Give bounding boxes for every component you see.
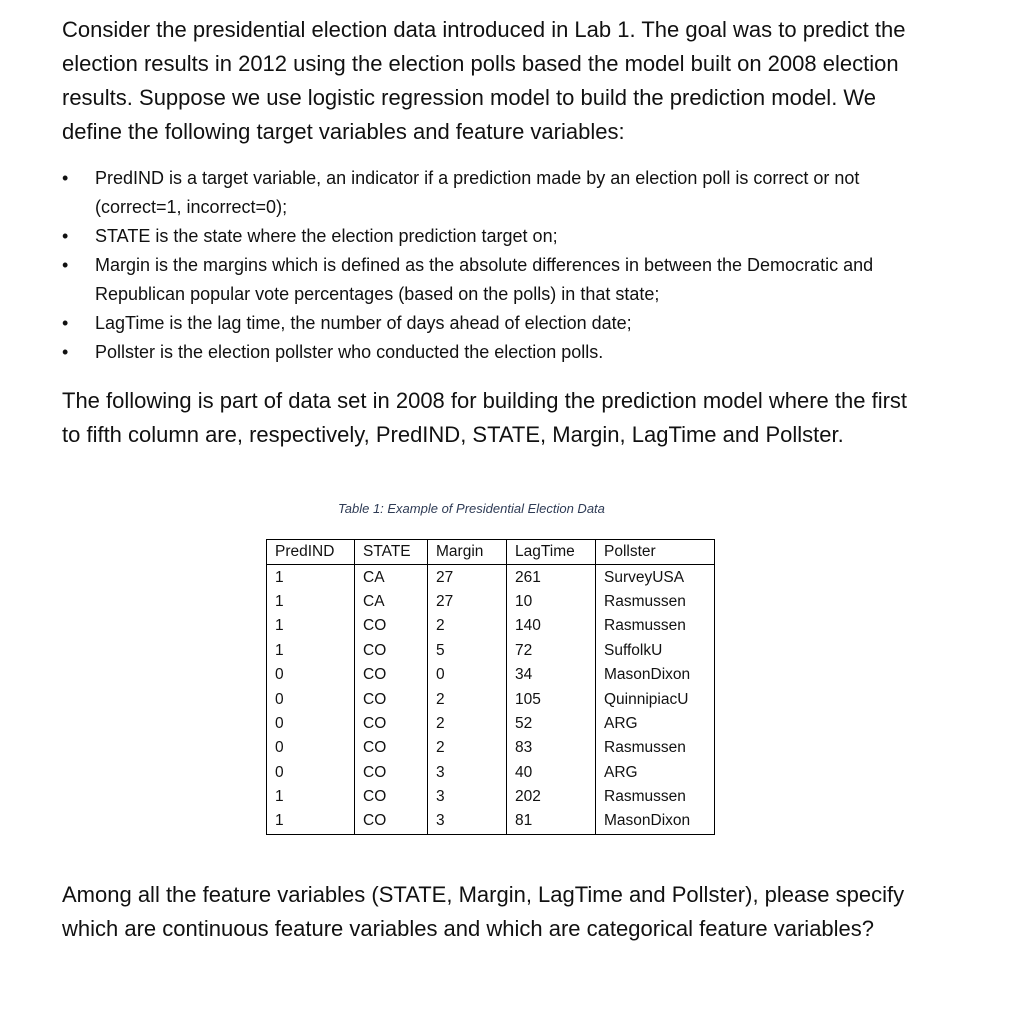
column-header-state: STATE bbox=[355, 540, 428, 565]
cell-state: CO bbox=[355, 663, 428, 687]
column-header-lagtime: LagTime bbox=[507, 540, 596, 565]
list-item-lagtime: • LagTime is the lag time, the number of days ahead of election date; bbox=[62, 309, 892, 338]
cell-margin: 5 bbox=[428, 639, 507, 663]
cell-predind: 1 bbox=[267, 785, 355, 809]
cell-margin: 3 bbox=[428, 809, 507, 834]
cell-pollster: SuffolkU bbox=[596, 639, 715, 663]
cell-state: CA bbox=[355, 590, 428, 614]
cell-predind: 1 bbox=[267, 614, 355, 638]
cell-state: CO bbox=[355, 736, 428, 760]
list-item-state: • STATE is the state where the election prediction target on; bbox=[62, 222, 892, 251]
table-row bbox=[267, 712, 715, 736]
cell-state: CA bbox=[355, 565, 428, 590]
table-row bbox=[267, 687, 715, 711]
table-body bbox=[267, 565, 715, 834]
cell-margin: 27 bbox=[428, 590, 507, 614]
cell-pollster: Rasmussen bbox=[596, 614, 715, 638]
cell-pollster: MasonDixon bbox=[596, 663, 715, 687]
cell-predind: 0 bbox=[267, 663, 355, 687]
cell-lagtime: 72 bbox=[507, 639, 596, 663]
cell-pollster: ARG bbox=[596, 761, 715, 785]
cell-pollster: Rasmussen bbox=[596, 736, 715, 760]
table-caption: Table 1: Example of Presidential Election Data bbox=[338, 501, 605, 516]
cell-predind: 0 bbox=[267, 761, 355, 785]
cell-predind: 0 bbox=[267, 687, 355, 711]
cell-margin: 3 bbox=[428, 761, 507, 785]
cell-lagtime: 140 bbox=[507, 614, 596, 638]
table-row bbox=[267, 639, 715, 663]
election-data-table bbox=[266, 539, 715, 835]
cell-margin: 2 bbox=[428, 736, 507, 760]
cell-state: CO bbox=[355, 809, 428, 834]
cell-lagtime: 34 bbox=[507, 663, 596, 687]
cell-margin: 2 bbox=[428, 712, 507, 736]
cell-predind: 1 bbox=[267, 590, 355, 614]
table-row bbox=[267, 761, 715, 785]
cell-lagtime: 52 bbox=[507, 712, 596, 736]
cell-pollster: ARG bbox=[596, 712, 715, 736]
question-paragraph: Among all the feature variables (STATE, Margin, LagTime and Pollster), please specify which are continuous feature variables and which are categorical feature variables? bbox=[62, 882, 905, 941]
cell-state: CO bbox=[355, 712, 428, 736]
table-row bbox=[267, 614, 715, 638]
cell-lagtime: 40 bbox=[507, 761, 596, 785]
cell-predind: 0 bbox=[267, 736, 355, 760]
table-row bbox=[267, 785, 715, 809]
cell-pollster: QuinnipiacU bbox=[596, 687, 715, 711]
intro-paragraph: Consider the presidential election data introduced in Lab 1. The goal was to predict the election results in 2012 using the election polls based the model built on 2008 election results. Suppose we use logistic regression model to build the prediction model. We define the following target variables and feature variables: bbox=[62, 17, 906, 144]
cell-margin: 2 bbox=[428, 614, 507, 638]
cell-lagtime: 105 bbox=[507, 687, 596, 711]
cell-margin: 3 bbox=[428, 785, 507, 809]
table-row bbox=[267, 565, 715, 590]
column-header-margin: Margin bbox=[428, 540, 507, 565]
cell-lagtime: 261 bbox=[507, 565, 596, 590]
cell-state: CO bbox=[355, 687, 428, 711]
table-row bbox=[267, 663, 715, 687]
table-header-row bbox=[267, 540, 715, 565]
list-item-pollster: • Pollster is the election pollster who conducted the election polls. bbox=[62, 338, 892, 367]
cell-margin: 0 bbox=[428, 663, 507, 687]
table-row bbox=[267, 736, 715, 760]
cell-predind: 1 bbox=[267, 565, 355, 590]
cell-pollster: Rasmussen bbox=[596, 590, 715, 614]
list-item-margin: • Margin is the margins which is defined as the absolute differences in between the Democratic and Republican popular vote percentages (based on the polls) in that state; bbox=[62, 251, 892, 309]
table-row bbox=[267, 809, 715, 834]
cell-lagtime: 83 bbox=[507, 736, 596, 760]
cell-pollster: SurveyUSA bbox=[596, 565, 715, 590]
cell-state: CO bbox=[355, 639, 428, 663]
list-item-predind: • PredIND is a target variable, an indicator if a prediction made by an election poll is correct or not (correct=1, incorrect=0); bbox=[62, 164, 892, 222]
cell-state: CO bbox=[355, 614, 428, 638]
table-lead-paragraph: The following is part of data set in 2008 for building the prediction model where the first to fifth column are, respectively, PredIND, STATE, Margin, LagTime and Pollster. bbox=[62, 388, 908, 447]
column-header-predind: PredIND bbox=[267, 540, 355, 565]
table-row bbox=[267, 590, 715, 614]
variable-definitions-list bbox=[62, 164, 892, 367]
cell-pollster: Rasmussen bbox=[596, 785, 715, 809]
cell-state: CO bbox=[355, 785, 428, 809]
cell-predind: 1 bbox=[267, 639, 355, 663]
cell-lagtime: 202 bbox=[507, 785, 596, 809]
cell-predind: 0 bbox=[267, 712, 355, 736]
cell-margin: 2 bbox=[428, 687, 507, 711]
cell-lagtime: 81 bbox=[507, 809, 596, 834]
cell-state: CO bbox=[355, 761, 428, 785]
cell-pollster: MasonDixon bbox=[596, 809, 715, 834]
cell-margin: 27 bbox=[428, 565, 507, 590]
column-header-pollster: Pollster bbox=[596, 540, 715, 565]
cell-lagtime: 10 bbox=[507, 590, 596, 614]
cell-predind: 1 bbox=[267, 809, 355, 834]
